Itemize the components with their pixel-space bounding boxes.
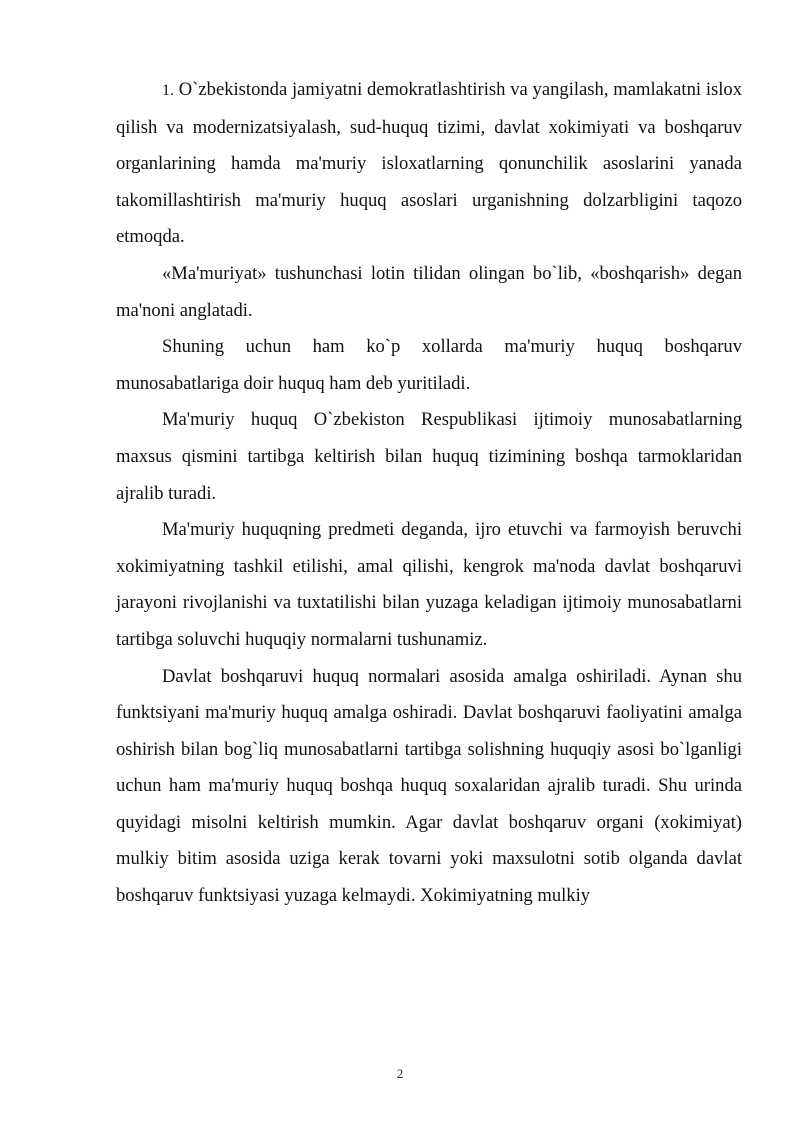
paragraph-1	[116, 72, 742, 256]
paragraph-number: 1.	[162, 82, 174, 99]
page-number: 2	[396, 1066, 404, 1081]
paragraph-2: «Ma'muriyat» tushunchasi lotin tilidan olingan bo`lib, «boshqarish» degan ma'noni anglatadi.	[116, 262, 742, 321]
paragraph-5: Ma'muriy huquqning predmeti deganda, ijro etuvchi va farmoyish beruvchi xokimiyatning tashkil etilishi, amal qilishi, kengrok ma'noda davlat boshqaruvi jarayoni rivojlanishi va tuxtatilishi bilan yuzaga keladigan ijtimoiy munosabatlarni tartibga soluvchi huquqiy normalarni tushunamiz.	[116, 519, 742, 650]
document-body	[116, 72, 742, 915]
paragraph-4: Ma'muriy huquq O`zbekiston Respublikasi ijtimoiy munosabatlarning maxsus qismini tartibga keltirish bilan huquq tizimining boshqa tarmoklaridan ajralib turadi.	[116, 409, 742, 504]
paragraph-3: Shuning uchun ham ko`p xollarda ma'muriy huquq boshqaruv munosabatlariga doir huquq ham deb yuritiladi.	[116, 336, 742, 394]
paragraph-text: O`zbekistonda jamiyatni demokratlashtirish va yangilash, mamlakatni islox qilish va modernizatsiyalash, sud-huquq tizimi, davlat xokimiyati va boshqaruv organlarining hamda ma'muriy isloxatlarning qonunchilik asoslarini yanada takomillashtirish ma'muriy huquq asoslari urganishning dolzarbligini taqozo etmoqda.	[116, 79, 742, 248]
paragraph-6: Davlat boshqaruvi huquq normalari asosida amalga oshiriladi. Aynan shu funktsiyani ma'muriy huquq amalga oshiradi. Davlat boshqaruvi faoliyatini amalga oshirish bilan bog`liq munosabatlarni tartibga solishning huquqiy asosi bo`lganligi uchun ham ma'muriy huquq boshqa huquq soxalaridan ajralib turadi. Shu urinda quyidagi misolni keltirish mumkin. Agar davlat boshqaruv organi (xokimiyat) mulkiy bitim asosida uziga kerak tovarni yoki maxsulotni sotib olganda davlat boshqaruv funktsiyasi yuzaga kelmaydi. Xokimiyatning mulkiy	[116, 665, 742, 907]
